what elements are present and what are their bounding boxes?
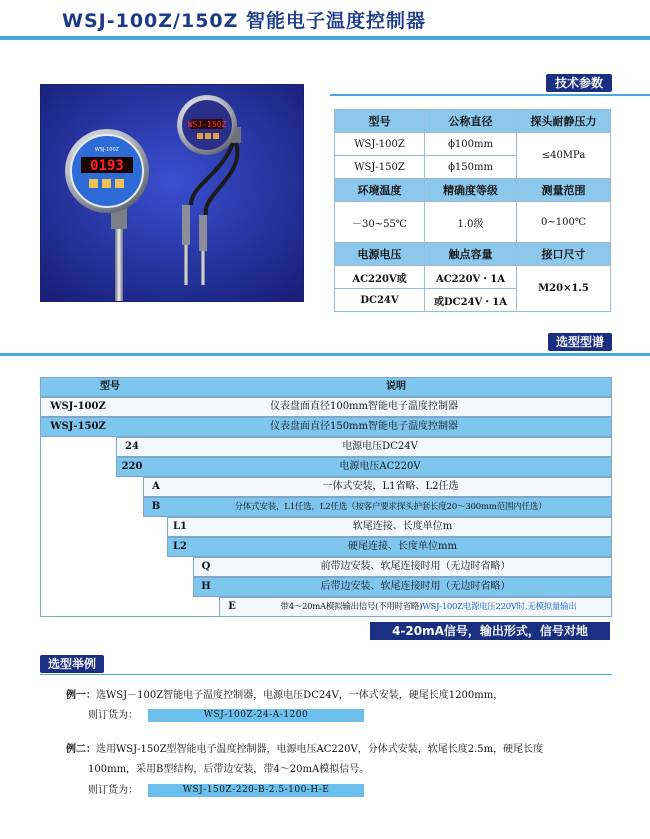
product-photo xyxy=(40,84,304,302)
spectrum-label: 选型型谱 xyxy=(548,333,612,351)
option-desc: 硬尾连接、长度单位mm xyxy=(348,541,457,552)
table-row xyxy=(335,133,611,156)
option-desc: 电源电压DC24V xyxy=(342,441,418,452)
table-cell: DC24V xyxy=(335,289,425,312)
table-cell: 测量范围 xyxy=(517,179,611,202)
page-title: WSJ-100Z/150Z 智能电子温度控制器 xyxy=(62,10,427,32)
table-cell: 触点容量 xyxy=(425,243,517,266)
example-2-code: WSJ-150Z-220-B-2.5-100-H-E xyxy=(148,784,364,797)
table-cell: WSJ-100Z xyxy=(335,133,425,156)
table-row xyxy=(335,243,611,266)
option-desc-note: WSJ-100Z电源电压220V时,无模拟量输出 xyxy=(422,602,577,612)
example-1-label: 例一： xyxy=(66,690,96,701)
example-2-text-1: 选用WSJ-150Z型智能电子温度控制器，电源电压AC220V，分体式安装，软尾长度2.5m，硬尾长度 xyxy=(96,744,544,755)
model-desc: 仪表盘面直径100mm智能电子温度控制器 xyxy=(269,401,459,412)
spectrum-border xyxy=(40,616,220,617)
option-desc xyxy=(245,597,612,617)
examples-label: 选型举例 xyxy=(40,655,104,673)
tech-params-label: 技术参数 xyxy=(546,74,612,92)
product-illustration xyxy=(41,85,303,301)
table-cell: 公称直径 xyxy=(425,110,517,133)
table-row xyxy=(335,202,611,243)
table-cell: 探头耐静压力 xyxy=(517,110,611,133)
table-cell: ϕ100mm xyxy=(425,133,517,156)
option-desc: 电源电压AC220V xyxy=(339,461,421,472)
example-1-order-label: 则订货为： xyxy=(88,710,138,721)
option-code: E xyxy=(228,601,236,612)
table-cell: WSJ-150Z xyxy=(335,156,425,179)
big-gauge-label: WSJ-100Z xyxy=(94,147,120,153)
option-code: Q xyxy=(201,561,211,572)
example-2-label: 例二： xyxy=(66,744,96,755)
spectrum-header-model: 型号 xyxy=(100,381,120,392)
option-desc: 前带边安装、软尾连接时用（无边时省略） xyxy=(320,561,511,572)
table-row xyxy=(335,179,611,202)
option-desc: 软尾连接、长度单位m xyxy=(352,521,453,532)
spectrum-summary: 4-20mA信号，输出形式，信号对地 xyxy=(370,622,610,640)
example-2 xyxy=(66,740,543,760)
table-cell: 0~100℃ xyxy=(517,202,611,243)
table-cell: M20×1.5 xyxy=(517,266,611,312)
examples-line xyxy=(40,674,612,675)
option-desc: 一体式安装，L1省略、L2任选 xyxy=(322,481,459,492)
option-code: L2 xyxy=(173,541,187,552)
option-desc: 后带边安装、软尾连接时用（无边时省略） xyxy=(320,581,511,592)
section-divider xyxy=(0,353,650,356)
table-cell: AC220V・1A xyxy=(425,266,517,289)
gauge-display-value: 0193 xyxy=(90,158,124,174)
table-row xyxy=(335,266,611,289)
spectrum-header-desc: 说明 xyxy=(386,381,406,392)
table-cell: 环境温度 xyxy=(335,179,425,202)
option-code: 220 xyxy=(121,461,143,472)
option-code: L1 xyxy=(173,521,187,532)
table-cell: 电源电压 xyxy=(335,243,425,266)
example-2-order-label: 则订货为： xyxy=(88,785,138,796)
tech-params-table xyxy=(334,109,611,312)
model-desc: 仪表盘面直径150mm智能电子温度控制器 xyxy=(269,421,459,432)
table-cell: －30~55℃ xyxy=(335,202,425,243)
small-gauge-label: WSJ-150Z xyxy=(187,120,227,129)
example-2-text-2: 100mm，采用B型结构，后带边安装，带4～20mA模拟信号。 xyxy=(88,764,370,775)
table-cell: ≤40MPa xyxy=(517,133,611,179)
table-row xyxy=(335,110,611,133)
tech-params-line xyxy=(330,94,650,96)
table-cell: 或DC24V・1A xyxy=(425,289,517,312)
example-1-text: 选WSJ－100Z智能电子温度控制器，电源电压DC24V，一体式安装，硬尾长度1200mm， xyxy=(96,690,504,701)
option-code: B xyxy=(151,501,161,512)
table-cell: 接口尺寸 xyxy=(517,243,611,266)
option-code: 24 xyxy=(125,441,139,452)
table-cell: 型号 xyxy=(335,110,425,133)
spectrum-border xyxy=(40,437,41,617)
model-code: WSJ-100Z xyxy=(50,401,106,412)
option-desc-main: 带4～20mA模拟输出信号(不用时省略) xyxy=(280,602,423,612)
table-cell: ϕ150mm xyxy=(425,156,517,179)
table-cell: AC220V或 xyxy=(335,266,425,289)
table-cell: 精确度等级 xyxy=(425,179,517,202)
option-code: H xyxy=(201,581,211,592)
option-desc: 分体式安装，L1任选，L2任选（按客户要求探头护套长度20～300mm范围内任选） xyxy=(234,502,547,512)
example-1 xyxy=(66,686,503,706)
table-cell: 1.0级 xyxy=(425,202,517,243)
example-1-code: WSJ-100Z-24-A-1200 xyxy=(148,709,364,722)
title-underline xyxy=(0,36,650,40)
model-code: WSJ-150Z xyxy=(50,421,106,432)
option-code: A xyxy=(152,481,160,492)
